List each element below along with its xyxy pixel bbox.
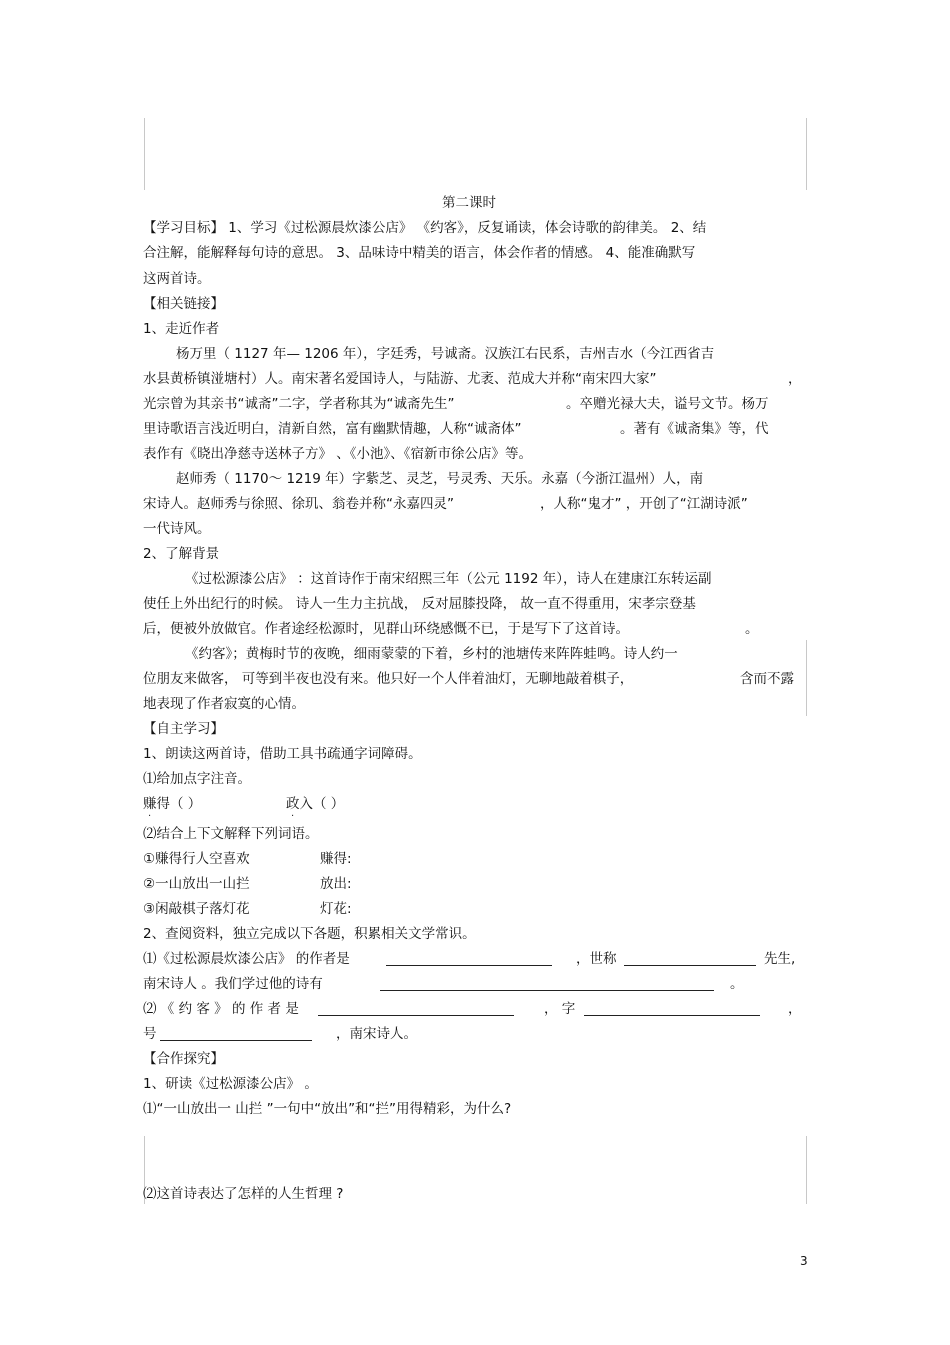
- self-study-q2: 2、查阅资料，独立完成以下各题，积累相关文学常识。: [143, 926, 476, 942]
- self-study-q1: 1、朗读这两首诗，借助工具书疏通字词障碍。: [143, 746, 422, 762]
- yang-line-3a: 光宗曾为其亲书“诚斋”二字，学者称其为“诚斋先生”: [143, 396, 455, 412]
- q2a-middle: ，世称: [576, 951, 617, 967]
- yang-line-1: 杨万里（ 1127 年— 1206 年），字廷秀，号诚斋。汉族江右民系，吉州吉水（今江西省吉: [176, 346, 715, 362]
- pinyin-item-2: 政入（ ）: [286, 796, 345, 812]
- vocab-phrase-3: ③闲敲棋子落灯花: [143, 901, 250, 917]
- q2b-line2-suffix: ，南宋诗人。: [336, 1026, 417, 1042]
- yang-line-3b: 。卒赠光禄大夫，谥号文节。杨万: [566, 396, 769, 412]
- vocab-term-3: 灯花:: [320, 901, 352, 917]
- margin-rule-right-top: [806, 118, 807, 190]
- q2a-title-blank[interactable]: [624, 952, 756, 966]
- vocab-phrase-1: ①赚得行人空喜欢: [143, 851, 250, 867]
- margin-rule-right-bottom: [806, 1136, 807, 1204]
- q2b-middle: ， 字: [544, 1001, 576, 1017]
- links-sub-author: 1、走近作者: [143, 321, 220, 337]
- q2b-line2-prefix: 号: [143, 1026, 157, 1042]
- margin-rule-right-mid: [806, 640, 807, 716]
- links-sub-background: 2、了解背景: [143, 546, 220, 562]
- bg1-line-1: 《过松源漆公店》 ：这首诗作于南宋绍熙三年（公元 1192 年），诗人在建康江东转运副: [185, 571, 712, 587]
- page-number: 3: [800, 1254, 808, 1268]
- links-heading: 【相关链接】: [143, 296, 224, 312]
- self-study-q1a: ⑴给加点字注音。: [143, 771, 251, 787]
- q2b-prefix: ⑵ 《 约 客 》 的 作 者 是: [143, 1001, 299, 1017]
- yang-line-4a: 里诗歌语言浅近明白，清新自然，富有幽默情趣，人称“诚斋体”: [143, 421, 522, 437]
- zhao-line-2b: ，人称“鬼才” ，开创了“江湖诗派”: [540, 496, 748, 512]
- objectives-line-1: 【学习目标】 1、学习《过松源晨炊漆公店》 《约客》，反复诵读，体会诗歌的韵律美。 2、结: [143, 220, 707, 236]
- coop-q1: 1、研读《过松源漆公店》 。: [143, 1076, 318, 1092]
- bg2-line-3: 地表现了作者寂寞的心情。: [143, 696, 305, 712]
- zhao-line-3: 一代诗风。: [143, 521, 211, 537]
- yang-line-2-comma: ，: [788, 371, 802, 387]
- q2a-line2-prefix: 南宋诗人 。我们学过他的诗有: [143, 976, 323, 992]
- zhao-line-1: 赵师秀（ 1170～ 1219 年）字紫芝、灵芝，号灵秀、天乐。永嘉（今浙江温州）人，南: [176, 471, 704, 487]
- margin-rule-left-top: [144, 118, 145, 190]
- bg1-line-2: 使任上外出纪行的时候。 诗人一生力主抗战， 反对屈膝投降， 故一直不得重用，宋孝宗登基: [143, 596, 696, 612]
- objectives-line-3: 这两首诗。: [143, 271, 211, 287]
- coop-q1b: ⑵这首诗表达了怎样的人生哲理 ?: [143, 1186, 344, 1202]
- bg1-line-3-period: 。: [745, 621, 759, 637]
- q2b-suffix: ，: [788, 1001, 802, 1017]
- vocab-phrase-2: ②一山放出一山拦: [143, 876, 250, 892]
- q2b-courtesy-name-blank[interactable]: [584, 1002, 760, 1016]
- zhao-line-2a: 宋诗人。赵师秀与徐照、徐玑、翁卷并称“永嘉四灵”: [143, 496, 454, 512]
- self-study-heading: 【自主学习】: [143, 721, 224, 737]
- objectives-line-2: 合注解，能解释每句诗的意思。 3、品味诗中精美的语言，体会作者的情感。 4、能准确默写: [143, 245, 696, 261]
- yang-line-2: 水县黄桥镇湴塘村）人。南宋著名爱国诗人，与陆游、尤袤、范成大并称“南宋四大家”: [143, 371, 657, 387]
- q2a-prefix: ⑴《过松源晨炊漆公店》 的作者是: [143, 951, 350, 967]
- q2b-art-name-blank[interactable]: [160, 1027, 312, 1041]
- vocab-term-1: 赚得:: [320, 851, 352, 867]
- coop-heading: 【合作探究】: [143, 1051, 224, 1067]
- q2a-line2-suffix: 。: [730, 976, 744, 992]
- vocab-term-2: 放出:: [320, 876, 352, 892]
- page-title: 第二课时: [442, 195, 496, 211]
- self-study-q1b: ⑵结合上下文解释下列词语。: [143, 826, 319, 842]
- coop-q1a: ⑴“一山放出一 山拦 ”一句中“放出”和“拦”用得精彩，为什么?: [143, 1101, 512, 1117]
- q2a-suffix: 先生,: [764, 951, 796, 967]
- q2a-poems-blank[interactable]: [380, 977, 714, 991]
- q2b-author-blank[interactable]: [318, 1002, 514, 1016]
- bg2-line-2b: 含而不露: [740, 671, 794, 687]
- yang-line-5: 表作有《晓出净慈寺送林子方》 、《小池》、《宿新市徐公店》等。: [143, 446, 533, 462]
- q2a-author-blank[interactable]: [386, 952, 552, 966]
- bg2-line-2a: 位朋友来做客， 可等到半夜也没有来。他只好一个人伴着油灯，无聊地敲着棋子，: [143, 671, 634, 687]
- pinyin-item-1: 赚得（ ）: [143, 796, 202, 812]
- emphasis-dot-1: ·: [148, 811, 152, 822]
- bg2-line-1: 《约客》；黄梅时节的夜晚，细雨蒙蒙的下着，乡村的池塘传来阵阵蛙鸣。诗人约一: [185, 646, 678, 662]
- emphasis-dot-2: ·: [291, 811, 295, 822]
- yang-line-4b: 。著有《诚斋集》等，代: [620, 421, 769, 437]
- bg1-line-3: 后，便被外放做官。作者途经松源时，见群山环绕感慨不已，于是写下了这首诗。: [143, 621, 629, 637]
